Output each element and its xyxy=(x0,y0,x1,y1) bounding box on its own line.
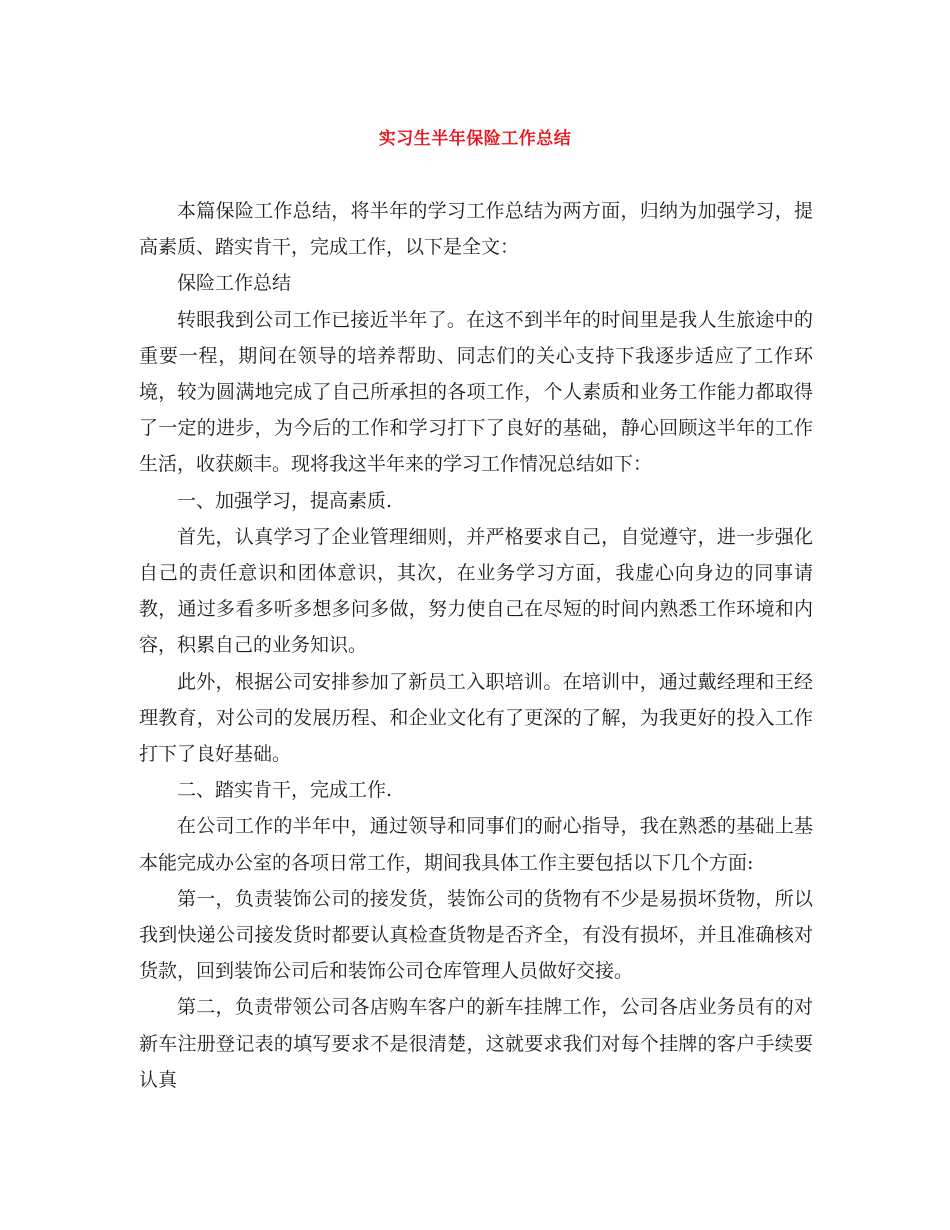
paragraph-subtitle: 保险工作总结 xyxy=(177,272,292,295)
paragraph-opening: 转眼我到公司工作已接近半年了。在这不到半年的时间里是我人生旅途中的重要一程，期间在领导的培养帮助、同志们的关心支持下我逐步适应了工作环境，较为圆满地完成了自己所承担的各项工作，个人素质和业务工作能力都取得了一定的进步，为今后的工作和学习打下了良好的基础，静心回顾这半年的工作生活，收获颇丰。现将我这半年来的学习工作情况总结如下： xyxy=(139,308,813,476)
document-body xyxy=(139,193,813,1098)
section-heading-2: 二、踏实肯干，完成工作. xyxy=(177,779,393,802)
document-title: 实习生半年保险工作总结 xyxy=(378,129,572,149)
paragraph-second-duty: 第二，负责带领公司各店购车客户的新车挂牌工作，公司各店业务员有的对新车注册登记表的填写要求不是很清楚，这就要求我们对每个挂牌的客户手续要认真 xyxy=(139,996,813,1091)
paragraph-first-duty: 第一，负责装饰公司的接发货，装饰公司的货物有不少是易损坏货物，所以我到快递公司接发货时都要认真检查货物是否齐全，有没有损坏，并且准确核对货款，回到装饰公司后和装饰公司仓库管理人员做好交接。 xyxy=(139,887,813,983)
section-heading-1: 一、加强学习，提高素质. xyxy=(177,489,393,512)
paragraph-intro: 本篇保险工作总结，将半年的学习工作总结为两方面，归纳为加强学习，提高素质、踏实肯干，完成工作，以下是全文： xyxy=(139,200,813,259)
paragraph-training: 此外，根据公司安排参加了新员工入职培训。在培训中，通过戴经理和王经理教育，对公司的发展历程、和企业文化有了更深的了解，为我更好的投入工作打下了良好基础。 xyxy=(139,670,813,766)
paragraph-work: 在公司工作的半年中，通过领导和同事们的耐心指导，我在熟悉的基础上基本能完成办公室的各项日常工作，期间我具体工作主要包括以下几个方面: xyxy=(139,815,813,874)
paragraph-study: 首先，认真学习了企业管理细则，并严格要求自己，自觉遵守，进一步强化自己的责任意识和团体意识，其次，在业务学习方面，我虚心向身边的同事请教，通过多看多听多想多问多做，努力使自己在尽短的时间内熟悉工作环境和内容，积累自己的业务知识。 xyxy=(139,525,813,657)
